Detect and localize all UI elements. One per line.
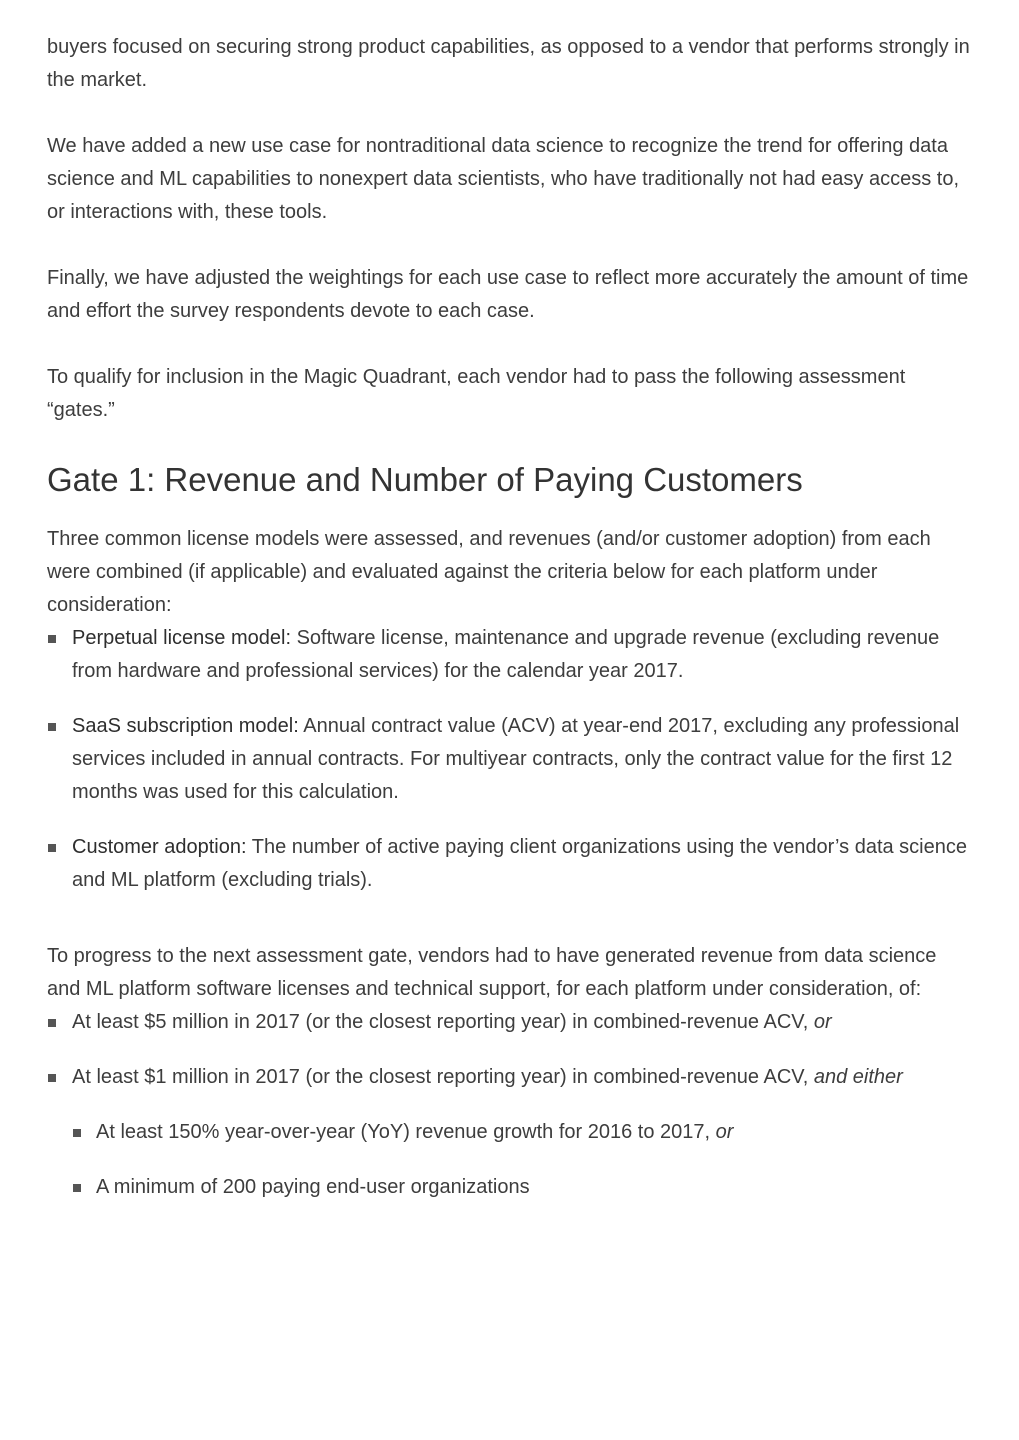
square-bullet-icon <box>73 1184 81 1192</box>
list-item-emphasis: or <box>813 1011 832 1033</box>
list-item-label: Perpetual license model: <box>72 627 292 649</box>
sublist-item-yoy-growth <box>72 1116 974 1149</box>
square-bullet-icon <box>48 844 56 852</box>
list-item-perpetual-license <box>47 622 974 688</box>
paragraph-license-models-intro: Three common license models were assessed, and revenues (and/or customer adoption) from each were combined (if applicable) and evaluated against the criteria below for each platform under consideration: <box>47 528 931 616</box>
paragraph-buyers-focus: buyers focused on securing strong product capabilities, as opposed to a vendor that performs strongly in the market. <box>47 36 970 91</box>
paragraph-weightings: Finally, we have adjusted the weightings for each use case to reflect more accurately the amount of time and effort the survey respondents devote to each case. <box>47 267 969 322</box>
sublist-item-paying-organizations <box>72 1171 974 1204</box>
list-item-text: The number of active paying client organizations using the vendor’s data science and ML platform (excluding trials). <box>72 836 967 891</box>
sublist-item-emphasis: or <box>715 1121 734 1143</box>
list-item-text: At least $5 million in 2017 (or the closest reporting year) in combined-revenue ACV, <box>72 1011 814 1033</box>
list-item-customer-adoption <box>47 831 974 897</box>
list-item-threshold-5-million <box>47 1006 974 1039</box>
list-item-emphasis: and either <box>813 1066 903 1088</box>
list-item-text: At least $1 million in 2017 (or the closest reporting year) in combined-revenue ACV, <box>72 1066 814 1088</box>
square-bullet-icon <box>48 1019 56 1027</box>
paragraph-progress-criteria: To progress to the next assessment gate, vendors had to have generated revenue from data science and ML platform software licenses and technical support, for each platform under consideration, of: <box>47 945 937 1000</box>
square-bullet-icon <box>48 1074 56 1082</box>
square-bullet-icon <box>73 1129 81 1137</box>
list-item-threshold-1-million <box>47 1061 974 1204</box>
list-item-label: SaaS subscription model: <box>72 715 299 737</box>
license-models-list <box>47 622 974 897</box>
sublist-item-text: At least 150% year-over-year (YoY) revenue growth for 2016 to 2017, <box>96 1121 716 1143</box>
square-bullet-icon <box>48 635 56 643</box>
list-item-text: Software license, maintenance and upgrade revenue (excluding revenue from hardware and professional services) for the calendar year 2017. <box>72 627 940 682</box>
list-item-label: Customer adoption: <box>72 836 247 858</box>
paragraph-new-use-case: We have added a new use case for nontraditional data science to recognize the trend for offering data science and ML capabilities to nonexpert data scientists, who have traditionally not had easy access to, or interactions with, these tools. <box>47 135 960 223</box>
list-item-text: Annual contract value (ACV) at year-end 2017, excluding any professional services included in annual contracts. For multiyear contracts, only the contract value for the first 12 months was used for this calculation. <box>72 715 960 803</box>
section-heading-gate-1: Gate 1: Revenue and Number of Paying Customers <box>47 461 803 498</box>
revenue-thresholds-list <box>47 1006 974 1204</box>
list-item-saas-subscription <box>47 710 974 809</box>
growth-criteria-sublist <box>72 1116 974 1204</box>
sublist-item-text: A minimum of 200 paying end-user organizations <box>96 1176 530 1198</box>
square-bullet-icon <box>48 723 56 731</box>
paragraph-inclusion-gates: To qualify for inclusion in the Magic Quadrant, each vendor had to pass the following assessment “gates.” <box>47 366 906 421</box>
